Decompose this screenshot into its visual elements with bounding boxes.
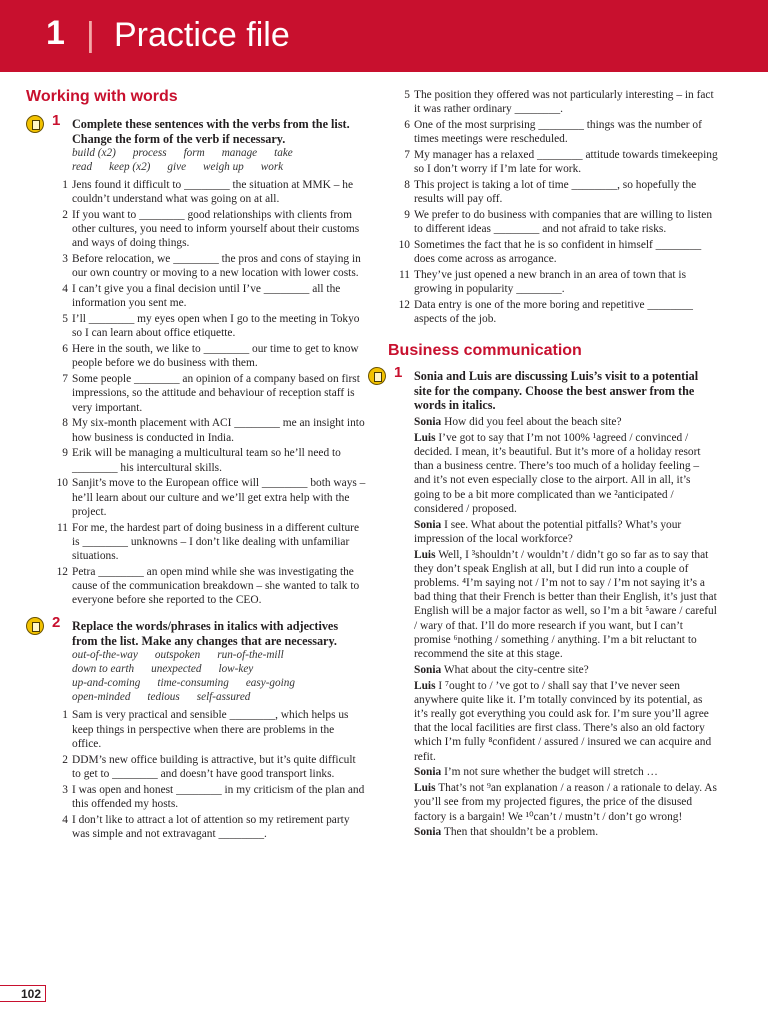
exercise-item [62,372,366,415]
item-text: Here in the south, we like to ________ our time to get to know people before we do business with them. [72,343,359,370]
word-option: read [72,161,93,173]
business-exercise-1-heading [368,364,718,413]
word-option: easy-going [245,677,295,690]
speech-text: What about the city-centre site? [443,663,589,676]
word-list-line [72,662,366,676]
speech-text: That’s not ⁹an explanation / a reason / a rationale to delay. As you’ll see from my projected figures, the price of the disused factory is a bargain! We ¹⁰can’t / mustn’t / don’t go wrong! [414,782,717,823]
item-text: Jens found it difficult to ________ the situation at MMK – he couldn’t understand what was going on at all. [72,179,354,206]
word-list-line [72,160,366,174]
item-text: I don’t like to attract a lot of attention so my retirement party was simple and not extravagant ________. [72,813,350,840]
item-text: We prefer to do business with companies that are willing to listen to different ideas ________ and not afraid to take risks. [414,209,713,236]
speaker-name: Luis [414,679,436,692]
word-option: process [132,147,167,159]
word-option: open-minded [72,691,131,704]
speaker-name: Sonia [414,663,442,676]
word-option: manage [221,147,258,159]
exercise-item [62,446,366,474]
word-option: out-of-the-way [72,649,138,662]
item-text: For me, the hardest part of doing business in a different culture is ________ unknowns – I don’t like dealing with unfamiliar situations. [72,521,360,563]
exercise-item [398,238,718,266]
item-number: 12 [56,565,68,578]
item-number: 6 [62,343,68,356]
item-text: I can’t give you a final decision until I’ve ________ all the information you sent me. [72,283,341,310]
dialogue-turn [414,781,718,824]
item-text: My six-month placement with ACI ________ me an insight into how business is conducted in India. [72,417,365,444]
word-option: give [167,161,187,173]
item-text: Sanjit’s move to the European office will ________ both ways – he’ll learn about our culture and we’ll get extra help with the project. [72,477,366,518]
word-option: take [274,147,293,159]
dialogue-turn [414,765,718,779]
exercise-2-heading [26,614,366,648]
speech-text: I ⁷ought to / ’ve got to / shall say that I’ve never seen anywhere quite like it. I’m totally convinced by its potential, as it’s really got everything you could ask for. I’m sure you’ll agree that the local facilities are first class. There’s also an old factory which I’m fully ⁸confident / assured / insured we can acquire and refit. [414,679,712,763]
exercise-item [62,783,366,811]
item-text: Petra ________ an open mind while she was investigating the cause of the communication breakdown – she wanted to talk to everyone before she reported to the CEO. [72,565,360,607]
section-title-business-communication: Business communication [388,342,582,360]
word-option: run-of-the-mill [217,649,284,662]
dialogue-turn [414,663,718,677]
exercise-item [404,178,718,206]
word-option: tedious [147,691,180,704]
exercise-item [57,521,366,564]
speech-text: Then that shouldn’t be a problem. [443,826,599,839]
speaker-name: Luis [414,548,436,561]
item-number: 1 [62,179,68,191]
speaker-name: Sonia [414,415,442,428]
word-list-line [72,146,366,160]
exercise-instruction: Complete these sentences with the verbs from the list. Change the form of the verb if necessary. [72,117,350,146]
exercise-item [62,282,366,310]
speech-text: Well, I ³shouldn’t / wouldn’t / didn’t go so far as to say that they don’t speak English at all, but I did run into a couple of problems. ⁴I’m saying not / I’m not to say / I’m not saying it’s a bad thing that their French is better than their English, it’s just that English will be a major factor as well, so I’m a bit ⁵aware / careful / wary of that. I’ll do more research if you want, but I can’t promise ⁶nothing / something / anything. I’m a bit reluctant to recommend the site at this stage. [414,548,717,660]
speaker-name: Sonia [414,766,442,779]
right-column [368,88,718,841]
exercise-item [62,312,366,340]
word-option: up-and-coming [72,677,141,690]
item-number: 3 [62,783,68,796]
exercise-item [56,476,366,519]
item-number: 11 [399,269,410,281]
word-option: build (x2) [72,147,116,159]
exercise-2-items [26,708,366,841]
exercise-1-heading [26,112,366,146]
exercise-item [62,342,366,370]
speech-text: How did you feel about the beach site? [444,415,622,428]
exercise-item [398,298,718,326]
speech-text: I’m not sure whether the budget will stretch … [444,766,658,779]
item-number: 9 [62,447,68,460]
item-text: Data entry is one of the more boring and repetitive ________ aspects of the job. [414,299,693,326]
title-separator: | [86,16,95,54]
item-text: I’ll ________ my eyes open when I go to the meeting in Tokyo so I can learn about office etiquette. [72,313,360,340]
word-list-line [72,676,366,690]
item-number: 4 [62,283,68,296]
speech-text: I see. What about the potential pitfalls? What’s your impression of the local workforce? [414,518,682,545]
exercise-number: 1 [52,112,61,129]
word-option: unexpected [151,663,202,676]
adjective-list [26,648,366,704]
item-number: 11 [57,521,68,534]
item-number: 2 [62,209,68,221]
exercise-item [62,708,366,751]
exercise-item [399,268,718,296]
left-column [26,88,366,843]
item-number: 5 [404,89,410,101]
word-list-line [72,648,366,662]
word-option: keep (x2) [109,161,151,173]
speaker-name: Sonia [414,518,442,531]
exercise-item [62,813,366,841]
audio-file-icon [368,367,386,385]
item-text: My manager has a relaxed ________ attitude towards timekeeping so I don’t worry if I’m late for work. [414,149,718,176]
speech-text: I’ve got to say that I’m not 100% ¹agreed / convinced / decided. I mean, it’s beautiful. But it’s more of a holiday resort than a business centre. There’s too much of a holiday feeling – and it’s not even especially close to the airport. All in all, it’s going to be a bit more complicated than we ²anticipated / considered / proposed. [414,431,701,515]
exercise-instruction: Replace the words/phrases in italics with adjectives from the list. Make any changes that are necessary. [72,619,339,648]
section-title-working-with-words: Working with words [26,88,178,105]
item-text: Sometimes the fact that he is so confident in himself ________ does come across as arrogance. [414,239,702,266]
exercise-item [404,148,718,176]
dialogue-turn [414,431,718,516]
item-text: DDM’s new office building is attractive, but it’s quite difficult to get to ________ and doesn’t have good transport links. [72,753,356,780]
dialogue-turn [414,548,718,662]
word-option: down to earth [72,663,135,676]
exercise-1-items [26,178,366,607]
exercise-item [62,753,366,781]
page-number: 102 [0,985,46,1002]
item-text: Before relocation, we ________ the pros and cons of staying in our own country or moving to a new location with lower costs. [72,253,361,280]
item-number: 2 [62,753,68,766]
item-text: Sam is very practical and sensible ________, which helps us keep things in perspective when there are problems in the office. [72,709,349,750]
audio-file-icon [26,617,44,635]
item-number: 4 [62,813,68,826]
exercise-item [404,118,718,146]
item-number: 12 [398,299,410,311]
unit-banner [0,0,768,72]
item-text: The position they offered was not particularly interesting – in fact it was rather ordinary ________. [414,89,714,116]
exercise-2-items-continued [368,88,718,326]
word-option: outspoken [154,649,201,662]
item-text: If you want to ________ good relationships with clients from other cultures, you need to inform yourself about their customs and ways of doing things. [72,209,360,250]
exercise-number: 2 [52,614,61,632]
exercise-item [404,88,718,116]
speaker-name: Luis [414,431,436,444]
item-number: 10 [398,239,410,251]
item-number: 6 [404,119,410,131]
item-text: They’ve just opened a new branch in an area of town that is growing in popularity ________. [414,269,687,296]
dialogue-turn [414,518,718,546]
item-number: 5 [62,313,68,326]
item-text: One of the most surprising ________ things was the number of times meetings were rescheduled. [414,119,702,146]
word-option: time-consuming [157,677,229,690]
exercise-item [62,252,366,280]
page-title: Practice file [114,16,290,54]
item-number: 9 [404,209,410,221]
word-list-line [72,690,366,704]
dialogue-turn [414,415,718,429]
dialogue-turn [414,825,718,839]
exercise-item [404,208,718,236]
dialogue-turn [414,679,718,764]
item-text: This project is taking a lot of time ________, so hopefully the results will pay off. [414,179,697,206]
word-list [26,146,366,174]
speaker-name: Luis [414,782,436,795]
item-text: I was open and honest ________ in my criticism of the plan and this offended my hosts. [72,783,365,810]
item-number: 8 [62,417,68,430]
item-number: 8 [404,179,410,191]
exercise-instruction: Sonia and Luis are discussing Luis’s visit to a potential site for the company. Choose the best answer from the words in italics. [414,369,699,413]
exercise-item [62,416,366,444]
dialogue [368,415,718,840]
item-number: 10 [56,477,68,490]
word-option: form [183,147,205,159]
exercise-item [62,178,366,206]
speaker-name: Sonia [414,826,442,839]
unit-number: 1 [46,14,65,52]
audio-file-icon [26,115,44,133]
exercise-item [56,565,366,608]
item-text: Some people ________ an opinion of a company based on first impressions, so the attitude and behaviour of reception staff is very important. [72,373,360,414]
item-number: 1 [62,709,68,722]
word-option: self-assured [196,691,251,704]
word-option: weigh up [203,161,244,173]
item-text: Erik will be managing a multicultural team so he’ll need to ________ his intercultural skills. [72,447,341,474]
exercise-number: 1 [394,364,403,382]
word-option: low-key [218,663,254,676]
item-number: 7 [62,373,68,386]
exercise-item [62,208,366,251]
word-option: work [260,161,284,173]
item-number: 3 [62,253,68,266]
item-number: 7 [404,149,410,161]
